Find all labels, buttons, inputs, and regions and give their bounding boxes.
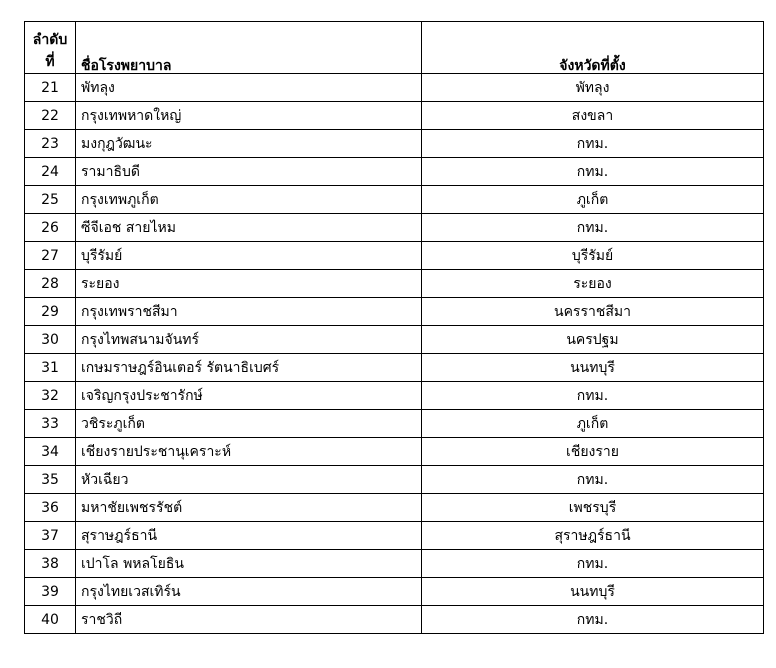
hospital-name: ซีจีเอช สายไหม bbox=[76, 214, 422, 242]
header-number-line2: ที่ bbox=[45, 54, 55, 70]
row-number: 36 bbox=[25, 494, 76, 522]
hospital-name: กรุงเทพภูเก็ต bbox=[76, 186, 422, 214]
hospital-name: มงกุฎวัฒนะ bbox=[76, 130, 422, 158]
hospital-name: ระยอง bbox=[76, 270, 422, 298]
hospital-table bbox=[24, 21, 764, 634]
province-name: สุราษฎร์ธานี bbox=[422, 522, 764, 550]
province-name: พัทลุง bbox=[422, 74, 764, 102]
province-name: กทม. bbox=[422, 382, 764, 410]
row-number: 33 bbox=[25, 410, 76, 438]
header-number bbox=[25, 22, 76, 74]
row-number: 25 bbox=[25, 186, 76, 214]
hospital-name: กรุงไทยเวสเทิร์น bbox=[76, 578, 422, 606]
hospital-name: กรุงไทพสนามจันทร์ bbox=[76, 326, 422, 354]
province-name: นนทบุรี bbox=[422, 578, 764, 606]
header-hospital-name: ชื่อโรงพยาบาล bbox=[76, 22, 422, 74]
table-row bbox=[25, 438, 764, 466]
province-name: นนทบุรี bbox=[422, 354, 764, 382]
row-number: 26 bbox=[25, 214, 76, 242]
table-row bbox=[25, 550, 764, 578]
province-name: ระยอง bbox=[422, 270, 764, 298]
table-header bbox=[25, 22, 764, 74]
hospital-name: พัทลุง bbox=[76, 74, 422, 102]
row-number: 34 bbox=[25, 438, 76, 466]
province-name: กทม. bbox=[422, 130, 764, 158]
header-row bbox=[25, 22, 764, 74]
hospital-name: บุรีรัมย์ bbox=[76, 242, 422, 270]
hospital-name: หัวเฉียว bbox=[76, 466, 422, 494]
hospital-name: ราชวิถี bbox=[76, 606, 422, 634]
hospital-name: รามาธิบดี bbox=[76, 158, 422, 186]
province-name: ภูเก็ต bbox=[422, 410, 764, 438]
hospital-name: กรุงเทพราชสีมา bbox=[76, 298, 422, 326]
province-name: กทม. bbox=[422, 466, 764, 494]
table-row bbox=[25, 382, 764, 410]
table-row bbox=[25, 186, 764, 214]
table-row bbox=[25, 158, 764, 186]
table-body bbox=[25, 74, 764, 634]
row-number: 38 bbox=[25, 550, 76, 578]
row-number: 39 bbox=[25, 578, 76, 606]
row-number: 30 bbox=[25, 326, 76, 354]
province-name: นครปฐม bbox=[422, 326, 764, 354]
province-name: ภูเก็ต bbox=[422, 186, 764, 214]
table-row bbox=[25, 270, 764, 298]
table-row bbox=[25, 214, 764, 242]
hospital-name: เกษมราษฎร์อินเตอร์ รัตนาธิเบศร์ bbox=[76, 354, 422, 382]
row-number: 24 bbox=[25, 158, 76, 186]
table-row bbox=[25, 494, 764, 522]
row-number: 28 bbox=[25, 270, 76, 298]
hospital-name: เปาโล พหลโยธิน bbox=[76, 550, 422, 578]
province-name: เชียงราย bbox=[422, 438, 764, 466]
province-name: บุรีรัมย์ bbox=[422, 242, 764, 270]
header-province: จังหวัดที่ตั้ง bbox=[422, 22, 764, 74]
row-number: 35 bbox=[25, 466, 76, 494]
row-number: 29 bbox=[25, 298, 76, 326]
province-name: กทม. bbox=[422, 606, 764, 634]
table-row bbox=[25, 606, 764, 634]
table-row bbox=[25, 578, 764, 606]
table-row bbox=[25, 74, 764, 102]
row-number: 21 bbox=[25, 74, 76, 102]
table-row bbox=[25, 522, 764, 550]
table-row bbox=[25, 354, 764, 382]
hospital-name: กรุงเทพหาดใหญ่ bbox=[76, 102, 422, 130]
row-number: 37 bbox=[25, 522, 76, 550]
hospital-name: เชียงรายประชานุเคราะห์ bbox=[76, 438, 422, 466]
row-number: 32 bbox=[25, 382, 76, 410]
row-number: 31 bbox=[25, 354, 76, 382]
table-row bbox=[25, 326, 764, 354]
hospital-name: สุราษฎร์ธานี bbox=[76, 522, 422, 550]
table-row bbox=[25, 242, 764, 270]
header-number-line1: ลำดับ bbox=[32, 32, 68, 48]
table-row bbox=[25, 130, 764, 158]
province-name: กทม. bbox=[422, 158, 764, 186]
table-row bbox=[25, 410, 764, 438]
province-name: สงขลา bbox=[422, 102, 764, 130]
table-row bbox=[25, 466, 764, 494]
table-row bbox=[25, 298, 764, 326]
province-name: กทม. bbox=[422, 550, 764, 578]
province-name: นครราชสีมา bbox=[422, 298, 764, 326]
hospital-name: เจริญกรุงประชารักษ์ bbox=[76, 382, 422, 410]
hospital-name: วชิระภูเก็ต bbox=[76, 410, 422, 438]
row-number: 22 bbox=[25, 102, 76, 130]
table-row bbox=[25, 102, 764, 130]
hospital-name: มหาชัยเพชรรัชต์ bbox=[76, 494, 422, 522]
row-number: 27 bbox=[25, 242, 76, 270]
row-number: 23 bbox=[25, 130, 76, 158]
province-name: กทม. bbox=[422, 214, 764, 242]
row-number: 40 bbox=[25, 606, 76, 634]
province-name: เพชรบุรี bbox=[422, 494, 764, 522]
